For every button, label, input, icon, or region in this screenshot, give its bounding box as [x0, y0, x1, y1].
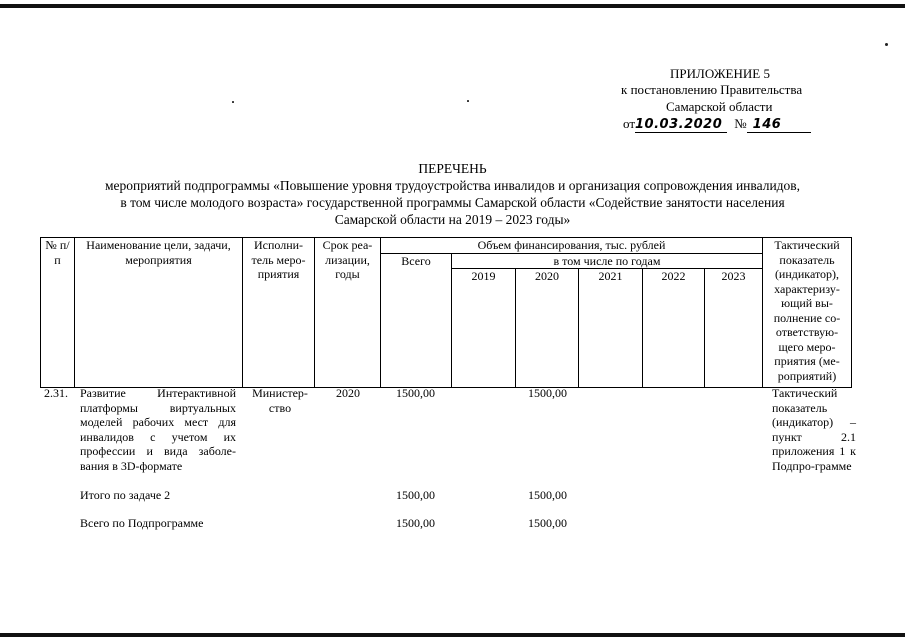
bottom-scan-border: [0, 633, 905, 637]
handwritten-number: 146: [747, 118, 811, 133]
grandtotal-2020: 1500,00: [528, 516, 567, 530]
subtotal-2020: 1500,00: [528, 488, 567, 502]
item-term: 2020: [336, 386, 360, 400]
program-table-header: [40, 237, 852, 388]
handwritten-date: 10.03.2020: [635, 118, 727, 133]
number-prefix: №: [734, 116, 747, 131]
col-number-header: № п/п: [41, 238, 75, 388]
col-year-header: 2022: [643, 269, 705, 388]
subtotal-total: 1500,00: [396, 488, 435, 502]
appendix-region-line: Самарской области: [666, 99, 773, 114]
title-line-1: мероприятий подпрограммы «Повышение уровня трудоустройства инвалидов и организация сопровождения инвалидов,: [104, 178, 801, 193]
date-prefix: от: [623, 116, 636, 131]
item-total: 1500,00: [396, 386, 435, 400]
scan-speck: [885, 43, 888, 46]
col-year-header: 2020: [516, 269, 579, 388]
item-indicator: Тактический показатель (индикатор) – пункт 2.1 приложения 1 к Подпро-грамме: [772, 386, 856, 473]
title-line-2: в том числе молодого возраста» государственной программы Самарской области «Содействие занятости населения: [120, 195, 785, 210]
col-by-years-header: в том числе по годам: [452, 253, 763, 269]
grandtotal-label: Всего по Подпрограмме: [80, 516, 204, 530]
item-number: 2.31.: [44, 386, 68, 400]
item-name: Развитие Интерактивной платформы виртуальных моделей рабочих мест для инвалидов с учетом их профессии и вида заболе-вания в 3D-формате: [80, 386, 236, 473]
appendix-date-number-line: [623, 116, 811, 133]
document-title: [0, 160, 905, 228]
scan-speck: [232, 101, 234, 103]
item-executor: Министер-ство: [252, 386, 308, 415]
item-2020: 1500,00: [528, 386, 567, 400]
col-total-header: Всего: [381, 253, 452, 388]
scan-speck: [467, 100, 469, 102]
subtotal-label: Итого по задаче 2: [80, 488, 171, 502]
col-indicator-header: Тактический показатель (индикатор), характеризу-ющий вы-полнение со-ответствую-щего меро-приятия (ме-роприятий): [763, 238, 852, 388]
col-year-header: 2021: [579, 269, 643, 388]
title-line-3: Самарской области на 2019 – 2023 годы»: [334, 212, 571, 227]
col-funding-header: Объем финансирования, тыс. рублей: [381, 238, 763, 254]
col-year-header: 2023: [705, 269, 763, 388]
col-executor-header: Исполни-тель меро-приятия: [243, 238, 315, 388]
appendix-title: ПРИЛОЖЕНИЕ 5: [670, 66, 770, 81]
col-year-header: 2019: [452, 269, 516, 388]
appendix-resolution-line: к постановлению Правительства: [621, 82, 803, 97]
title-heading: ПЕРЕЧЕНЬ: [418, 161, 487, 176]
col-name-header: Наименование цели, задачи, мероприятия: [75, 238, 243, 388]
top-scan-border: [0, 4, 905, 8]
col-term-header: Срок реа-лизации, годы: [315, 238, 381, 388]
grandtotal-total: 1500,00: [396, 516, 435, 530]
